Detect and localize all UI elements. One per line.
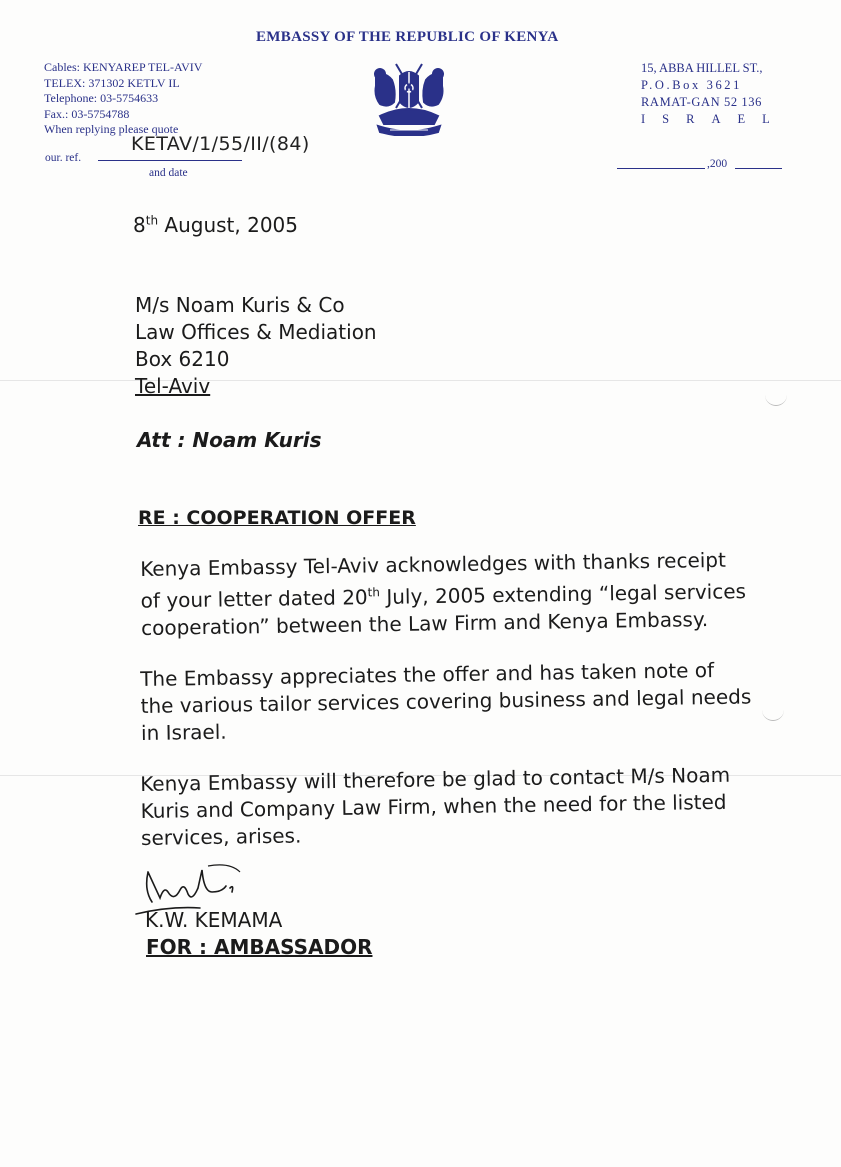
fax-line: Fax.: 03-5754788 bbox=[44, 106, 130, 121]
coat-of-arms-icon bbox=[366, 58, 452, 136]
recipient-office: Law Offices & Mediation bbox=[135, 320, 377, 344]
date-blank-line bbox=[735, 168, 782, 169]
city-line: RAMAT-GAN 52 136 bbox=[641, 95, 762, 109]
paragraph-line: cooperation” between the Law Firm and Kenya Embassy. bbox=[140, 606, 709, 640]
signer-name: K.W. KEMAMA bbox=[145, 908, 283, 932]
po-box-line: P.O.Box 3621 bbox=[641, 78, 743, 92]
paragraph-line: the various tailor services covering business and legal needs bbox=[140, 684, 752, 718]
cables-line: Cables: KENYAREP TEL-AVIV bbox=[44, 60, 203, 74]
paragraph-line: of your letter dated 20th July, 2005 extending “legal services bbox=[140, 579, 747, 613]
paragraph-contact bbox=[140, 761, 761, 852]
reference-number: KETAV/1/55/II/(84) bbox=[131, 133, 310, 155]
embassy-address bbox=[641, 60, 787, 128]
ref-underline bbox=[98, 160, 242, 161]
attention-line: Att : Noam Kuris bbox=[137, 428, 322, 452]
contact-block bbox=[44, 60, 202, 138]
paragraph-acknowledgement bbox=[140, 546, 761, 641]
street-line: 15, ABBA HILLEL ST., bbox=[641, 61, 763, 75]
reply-instruction: When replying please quote bbox=[44, 122, 179, 136]
telex-line: TELEX: 371302 KETLV IL bbox=[44, 75, 180, 90]
and-date-label: and date bbox=[149, 167, 188, 179]
punch-hole-mark bbox=[765, 393, 787, 406]
fold-line bbox=[0, 380, 841, 381]
recipient-box: Box 6210 bbox=[135, 347, 230, 371]
paragraph-line: The Embassy appreciates the offer and has taken note of bbox=[140, 657, 715, 691]
recipient-city: Tel-Aviv bbox=[135, 374, 211, 398]
date-blank-line bbox=[617, 168, 705, 169]
telephone-line: Telephone: 03-5754633 bbox=[44, 91, 159, 105]
signer-role: FOR : AMBASSADOR bbox=[146, 935, 373, 959]
paragraph-line: Kuris and Company Law Firm, when the need for the listed bbox=[140, 789, 727, 823]
punch-hole-mark bbox=[762, 708, 784, 721]
paragraph-line: services, arises. bbox=[140, 823, 302, 850]
subject-line: RE : COOPERATION OFFER bbox=[138, 507, 416, 529]
paragraph-line: in Israel. bbox=[140, 719, 227, 745]
year-label: ,200 bbox=[707, 158, 728, 170]
paragraph-line: Kenya Embassy will therefore be glad to contact M/s Noam bbox=[140, 762, 731, 796]
country-line: ISRAEL bbox=[641, 112, 787, 126]
paragraph-appreciation bbox=[140, 656, 761, 747]
recipient-name: M/s Noam Kuris & Co bbox=[135, 293, 345, 317]
recipient-address bbox=[135, 292, 377, 400]
ref-label: our. ref. bbox=[45, 152, 82, 164]
embassy-title: EMBASSY OF THE REPUBLIC OF KENYA bbox=[256, 29, 559, 45]
paragraph-line: Kenya Embassy Tel-Aviv acknowledges with thanks receipt bbox=[140, 547, 727, 581]
letter-date: 8th August, 2005 bbox=[133, 213, 299, 237]
